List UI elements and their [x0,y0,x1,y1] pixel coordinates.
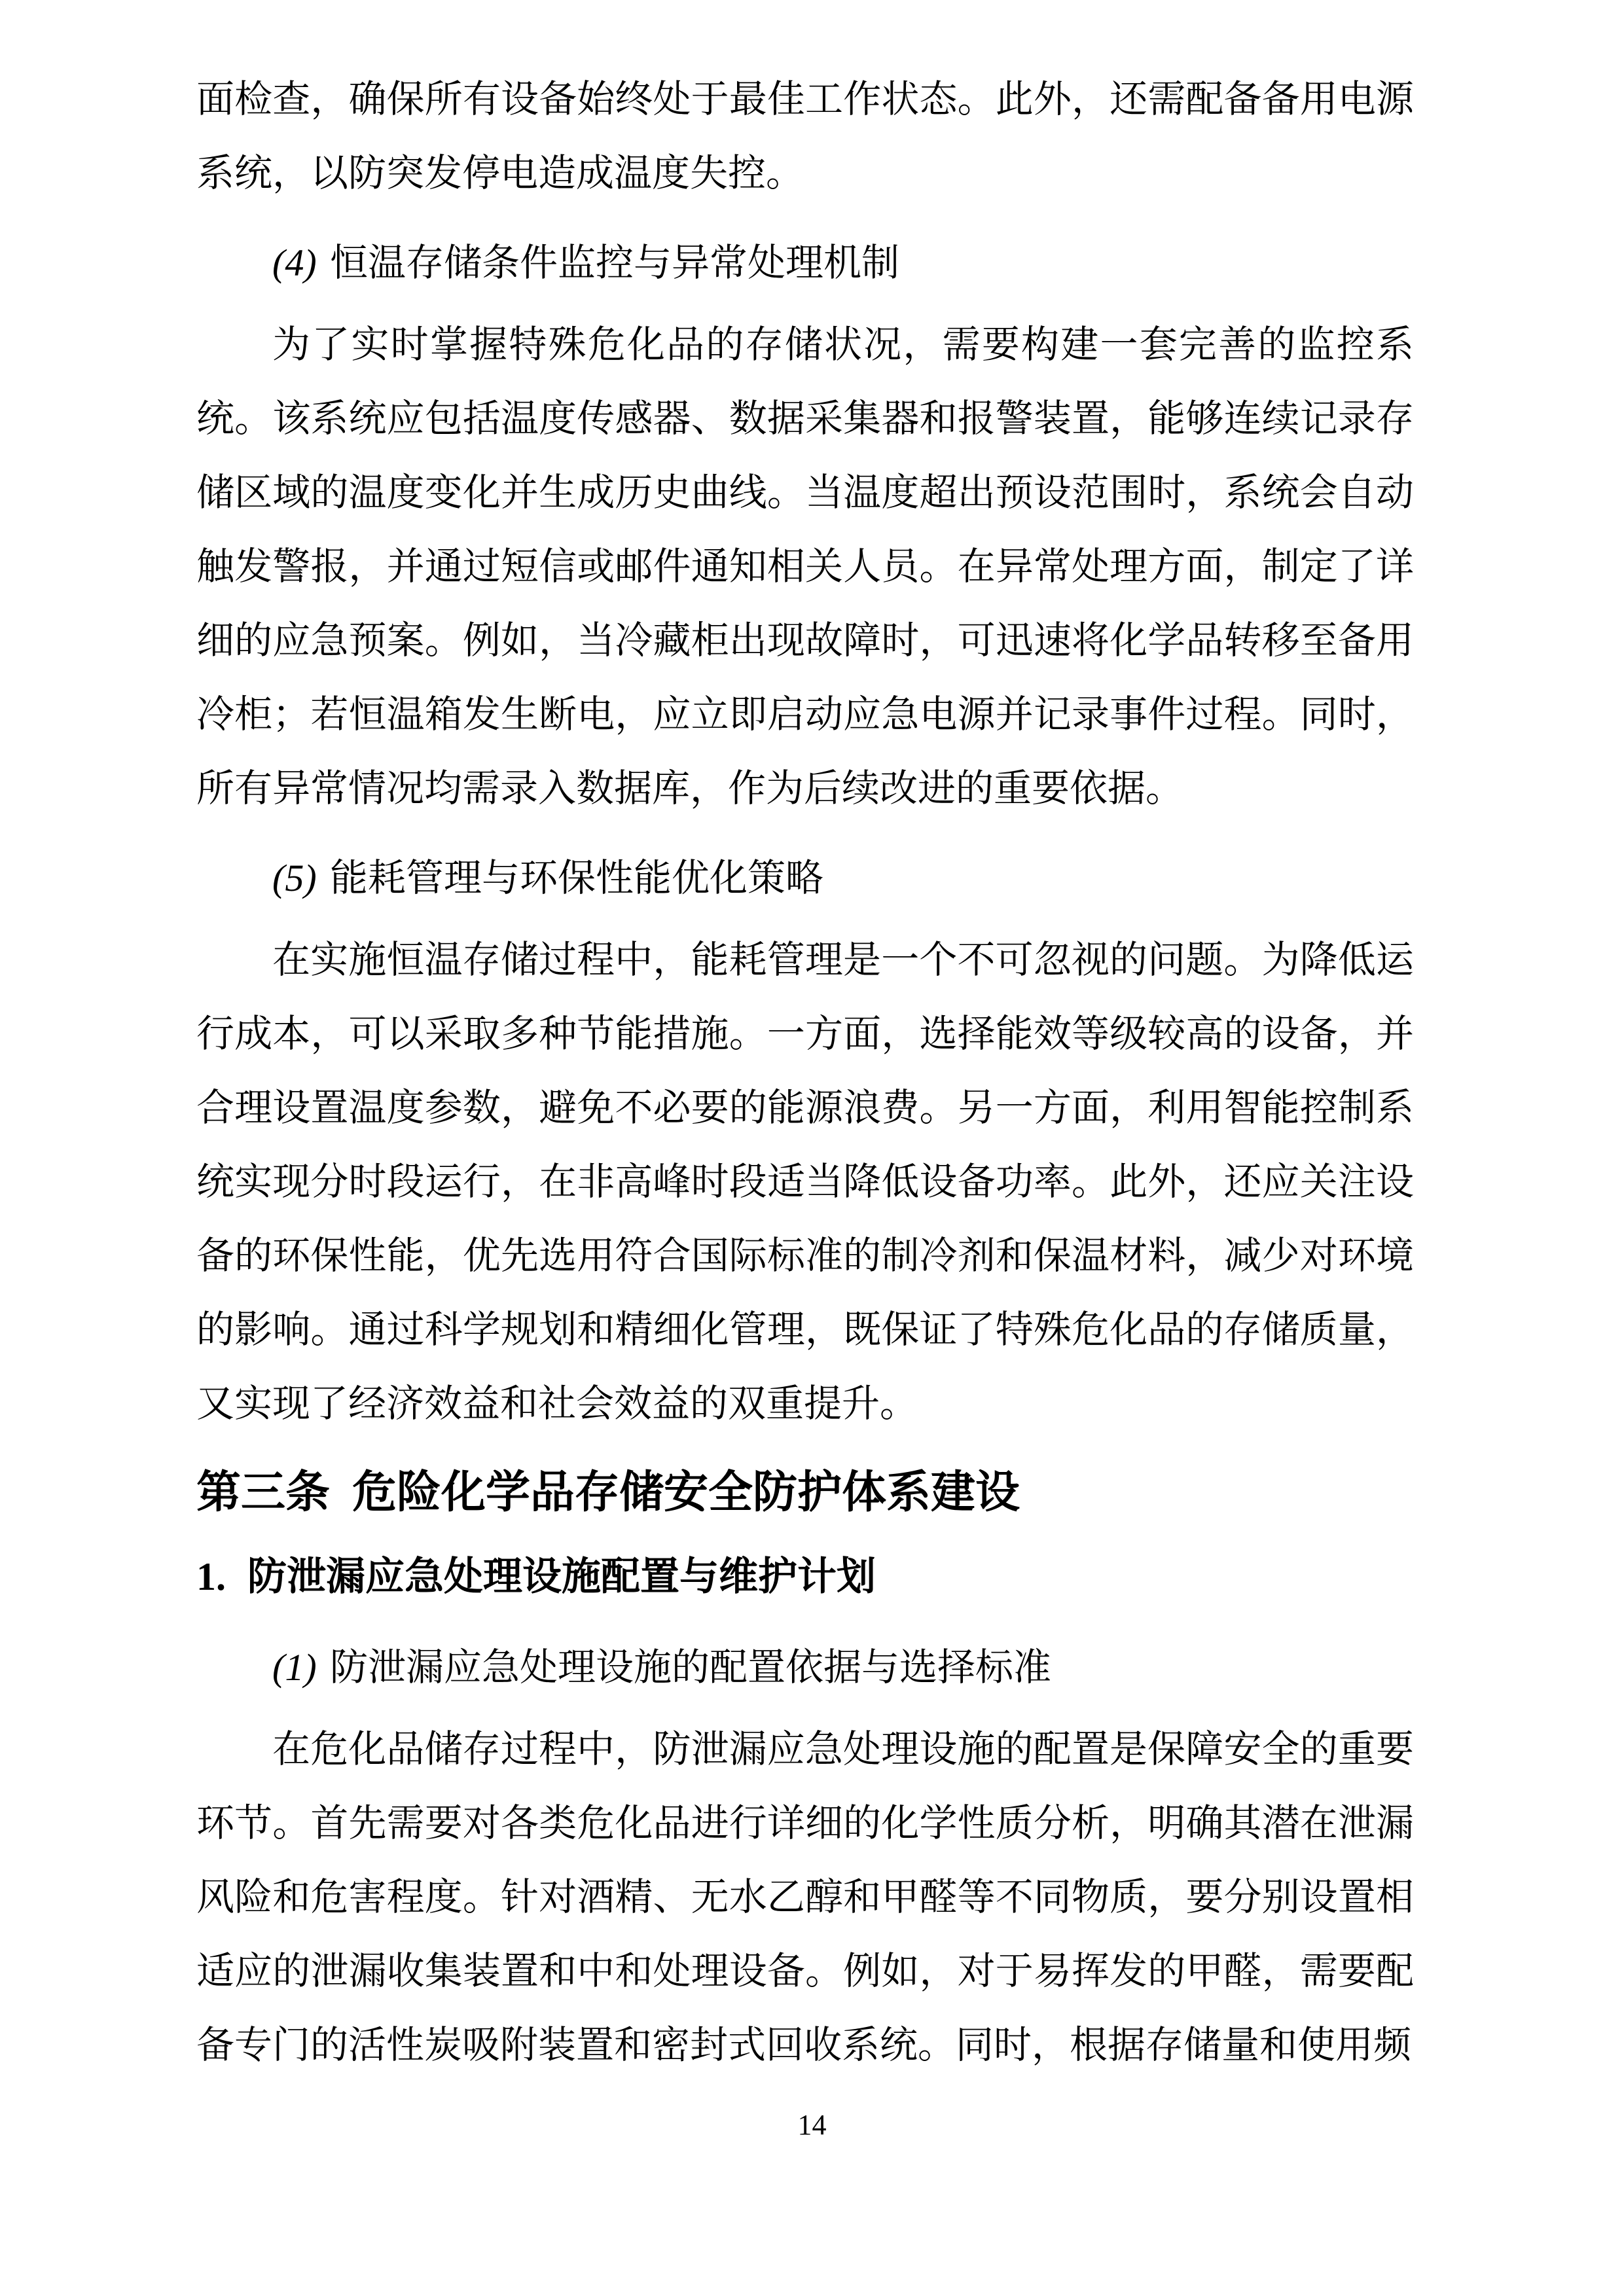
page-content [196,62,1414,2082]
subheading-5-title: 能耗管理与环保性能优化策略 [329,857,823,899]
chapter-heading-number: 第三条 [196,1467,331,1517]
subheading-4-number: (4) [272,242,317,284]
subheading-1-title: 防泄漏应急处理设施的配置依据与选择标准 [329,1646,1051,1689]
subheading-5-number: (5) [272,857,317,899]
page-number: 14 [797,2109,827,2141]
body-paragraph-energy: 在实施恒温存储过程中，能耗管理是一个不可忽视的问题。为降低运行成本，可以采取多种节能措施。一方面，选择能效等级较高的设备，并合理设置温度参数，避免不必要的能源浪费。另一方面，利用智能控制系统实现分时段运行，在非高峰时段适当降低设备功率。此外，还应关注设备的环保性能，优先选用符合国际标准的制冷剂和保温材料，减少对环境的影响。通过科学规划和精细化管理，既保证了特殊危化品的存储质量，又实现了经济效益和社会效益的双重提升。 [196,939,1414,1425]
chapter-heading-title: 危险化学品存储安全防护体系建设 [352,1467,1020,1517]
subheading-1 [196,1630,1414,1704]
subheading-4-title: 恒温存储条件监控与异常处理机制 [329,242,899,284]
body-paragraph-leak-prevention: 在危化品储存过程中，防泄漏应急处理设施的配置是保障安全的重要环节。首先需要对各类危化品进行详细的化学性质分析，明确其潜在泄漏风险和危害程度。针对酒精、无水乙醇和甲醛等不同物质，要分别设置相适应的泄漏收集装置和中和处理设备。例如，对于易挥发的甲醛，需要配备专门的活性炭吸附装置和密封式回收系统。同时，根据存储量和使用频 [196,1728,1414,2066]
subheading-4 [196,226,1414,300]
numbered-heading-1-number: 1. [196,1555,226,1598]
subheading-5 [196,841,1414,915]
body-paragraph-continuation: 面检查，确保所有设备始终处于最佳工作状态。此外，还需配备备用电源系统，以防突发停电造成温度失控。 [196,78,1414,194]
subheading-1-number: (1) [272,1646,317,1689]
chapter-heading [196,1451,1414,1534]
numbered-heading-1-title: 防泄漏应急处理设施配置与维护计划 [247,1554,876,1598]
numbered-heading-1 [196,1539,1414,1615]
body-paragraph-monitoring: 为了实时掌握特殊危化品的存储状况，需要构建一套完善的监控系统。该系统应包括温度传感器、数据采集器和报警装置，能够连续记录存储区域的温度变化并生成历史曲线。当温度超出预设范围时，系统会自动触发警报，并通过短信或邮件通知相关人员。在异常处理方面，制定了详细的应急预案。例如，当冷藏柜出现故障时，可迅速将化学品转移至备用冷柜；若恒温箱发生断电，应立即启动应急电源并记录事件过程。同时，所有异常情况均需录入数据库，作为后续改进的重要依据。 [196,323,1414,810]
